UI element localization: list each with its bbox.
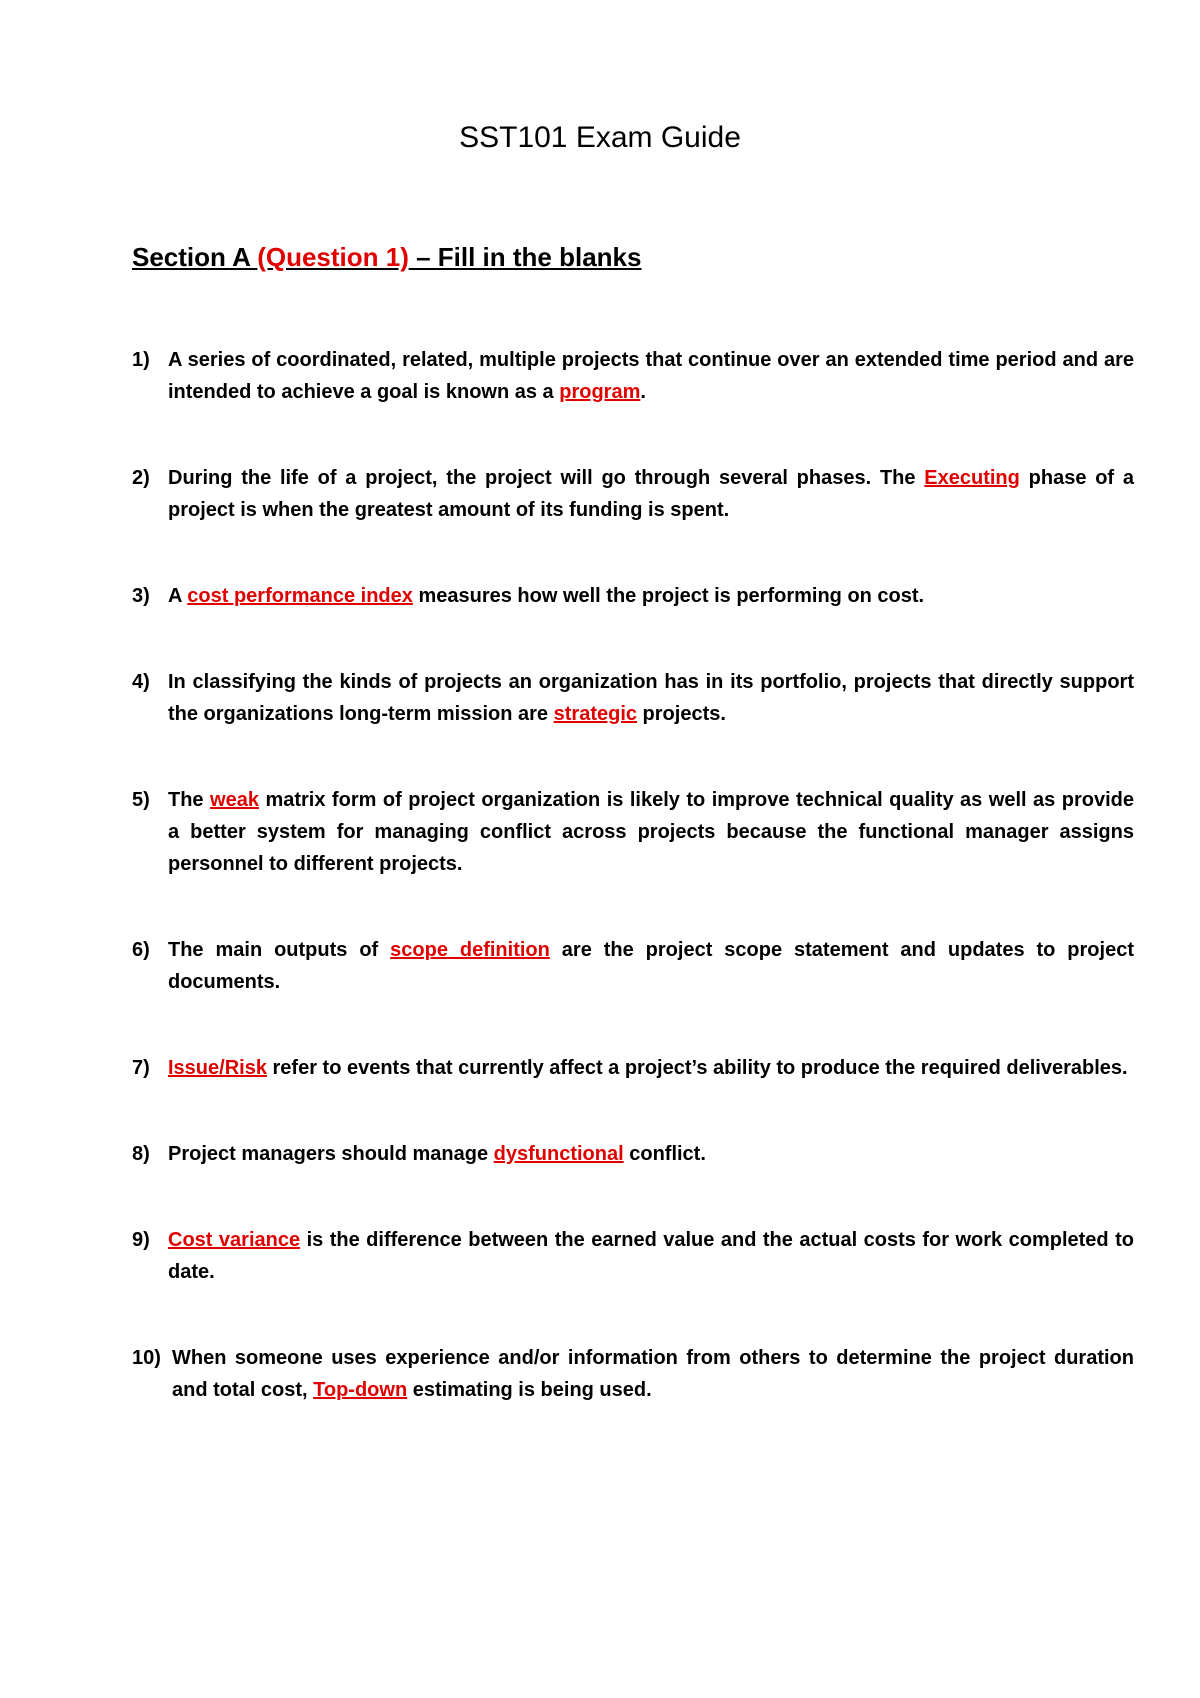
question-item xyxy=(132,934,1134,998)
question-item xyxy=(132,1342,1134,1406)
answer-blank: dysfunctional xyxy=(493,1143,624,1165)
question-number: 1) xyxy=(132,349,150,371)
question-text-after: refer to events that currently affect a project’s ability to produce the required deliverables. xyxy=(266,1057,1128,1079)
question-text-before: A xyxy=(168,585,188,607)
answer-blank: program xyxy=(559,381,641,403)
question-text-after: is the difference between the earned value and the actual costs for work completed to date. xyxy=(168,1229,1134,1283)
question-text-before: In classifying the kinds of projects an organization has in its portfolio, projects that directly support the organizations long-term mission are xyxy=(168,671,1134,725)
question-text-after: measures how well the project is performing on cost. xyxy=(412,585,925,607)
answer-blank: Executing xyxy=(924,467,1020,489)
answer-blank: Top-down xyxy=(313,1379,408,1401)
answer-blank: Cost variance xyxy=(168,1229,301,1251)
answer-blank: cost performance index xyxy=(187,585,413,607)
question-text-after: phase of a project is when the greatest amount of its funding is spent. xyxy=(168,467,1134,521)
question-item xyxy=(132,1224,1134,1288)
section-heading-label: Section A xyxy=(132,242,258,272)
section-heading xyxy=(132,240,641,274)
question-text-before: A series of coordinated, related, multiple projects that continue over an extended time period and are intended to achieve a goal is known as a xyxy=(168,349,1134,403)
question-text-before: Project managers should manage xyxy=(168,1143,494,1165)
question-item xyxy=(132,784,1134,880)
question-list xyxy=(132,344,1134,1406)
answer-blank: scope definition xyxy=(390,939,550,961)
document-title: SST101 Exam Guide xyxy=(459,121,741,154)
section-heading-instruction: – Fill in the blanks xyxy=(408,242,642,272)
question-text-after: . xyxy=(640,381,646,403)
question-text-after: projects. xyxy=(637,703,726,725)
question-item xyxy=(132,462,1134,526)
question-item xyxy=(132,666,1134,730)
question-number: 3) xyxy=(132,585,150,607)
question-text-after: estimating is being used. xyxy=(407,1379,652,1401)
answer-blank: Issue/Risk xyxy=(168,1057,267,1079)
question-text-before: The xyxy=(168,789,211,811)
question-item xyxy=(132,1138,1134,1170)
question-number: 7) xyxy=(132,1057,150,1079)
question-item xyxy=(132,580,1134,612)
question-text-after: matrix form of project organization is likely to improve technical quality as well as provide a better system for managing conflict across projects because the functional manager assigns personnel to different projects. xyxy=(168,789,1134,875)
question-text-before: When someone uses experience and/or information from others to determine the project duration and total cost, xyxy=(172,1347,1134,1401)
question-text-after: conflict. xyxy=(623,1143,706,1165)
question-item xyxy=(132,344,1134,408)
question-number: 8) xyxy=(132,1143,150,1165)
question-text-before: The main outputs of xyxy=(168,939,391,961)
question-item xyxy=(132,1052,1134,1084)
answer-blank: weak xyxy=(210,789,259,811)
answer-blank: strategic xyxy=(553,703,637,725)
question-number: 6) xyxy=(132,939,150,961)
question-number: 4) xyxy=(132,671,150,693)
question-text-after: are the project scope statement and updates to project documents. xyxy=(168,939,1134,993)
question-number: 9) xyxy=(132,1229,150,1251)
section-heading-question-ref: (Question 1) xyxy=(257,242,409,272)
question-number: 2) xyxy=(132,467,150,489)
question-number: 10) xyxy=(132,1347,161,1369)
question-number: 5) xyxy=(132,789,150,811)
question-text-before: During the life of a project, the project will go through several phases. The xyxy=(168,467,925,489)
